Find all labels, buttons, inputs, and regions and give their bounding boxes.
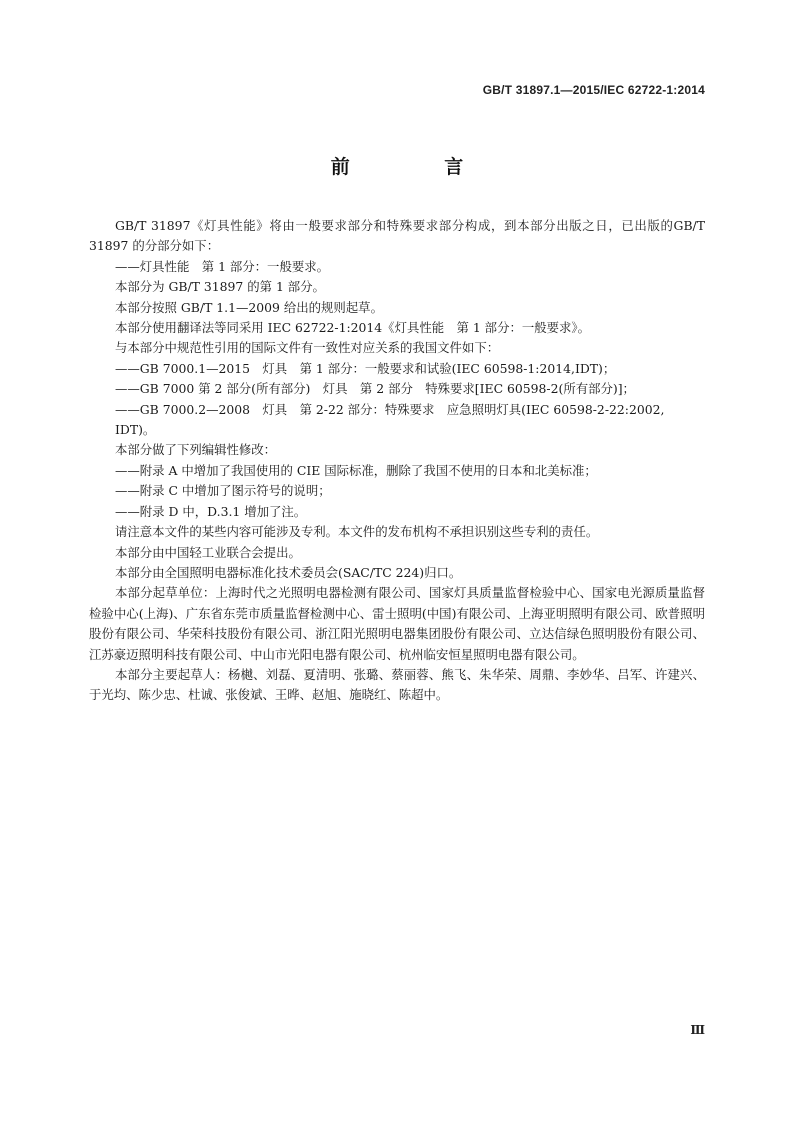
paragraph-adoption: 本部分使用翻译法等同采用 IEC 62722-1:2014《灯具性能 第 1 部分：一般要求》。	[115, 320, 590, 336]
list-item-part1: ——灯具性能 第 1 部分：一般要求。	[115, 258, 330, 274]
list-item-gb7000-2-continued: IDT)。	[115, 422, 156, 438]
paragraph-proposer: 本部分由中国轻工业联合会提出。	[115, 544, 301, 560]
list-item-annex-c: ——附录 C 中增加了图示符号的说明；	[115, 483, 331, 499]
list-item-gb7000-part2: ——GB 7000 第 2 部分(所有部分) 灯具 第 2 部分 特殊要求[IEC 60598-2(所有部分)]；	[115, 381, 635, 397]
paragraph-drafters: 本部分主要起草人：杨樾、刘磊、夏清明、张璐、蔡丽蓉、熊飞、朱华荣、周鼎、李妙华、吕军、许建兴、于光均、陈少忠、杜诚、张俊斌、王晔、赵旭、施晓红、陈超中。	[89, 666, 705, 703]
list-item-gb7000-1: ——GB 7000.1—2015 灯具 第 1 部分：一般要求和试验(IEC 60598-1:2014,IDT)；	[115, 360, 616, 376]
paragraph-drafting-rules: 本部分按照 GB/T 1.1—2009 给出的规则起草。	[115, 299, 383, 315]
document-code: GB/T 31897.1—2015/IEC 62722-1:2014	[482, 83, 705, 97]
paragraph-drafting-units: 本部分起草单位：上海时代之光照明电器检测有限公司、国家灯具质量监督检验中心、国家电光源质量监督检验中心(上海)、广东省东莞市质量监督检测中心、雷士照明(中国)有限公司、上海亚明照明有限公司、欧普照明股份有限公司、华荣科技股份有限公司、浙江阳光照明电器集团股份有限公司、立达信绿色照明股份有限公司、江苏豪迈照明科技有限公司、中山市光阳电器有限公司、杭州临安恒星照明电器有限公司。	[89, 585, 705, 662]
paragraph-correspondence: 与本部分中规范性引用的国际文件有一致性对应关系的我国文件如下：	[115, 340, 500, 356]
list-item-annex-d: ——附录 D 中，D.3.1 增加了注。	[115, 503, 307, 519]
page-number: Ⅲ	[690, 1023, 705, 1037]
paragraph-patent-notice: 请注意本文件的某些内容可能涉及专利。本文件的发布机构不承担识别这些专利的责任。	[115, 524, 599, 540]
paragraph-part-statement: 本部分为 GB/T 31897 的第 1 部分。	[115, 279, 325, 295]
paragraph-editorial-changes: 本部分做了下列编辑性修改：	[115, 442, 277, 458]
list-item-annex-a: ——附录 A 中增加了我国使用的 CIE 国际标准，删除了我国不使用的日本和北美标准；	[115, 462, 597, 478]
foreword-body	[89, 216, 705, 706]
page-title: 前 言	[330, 156, 508, 178]
list-item-gb7000-2: ——GB 7000.2—2008 灯具 第 2-22 部分：特殊要求 应急照明灯具(IEC 60598-2-22:2002,	[115, 401, 665, 417]
paragraph-series-intro: GB/T 31897《灯具性能》将由一般要求部分和特殊要求部分构成，到本部分出版之日，已出版的GB/T 31897 的分部分如下：	[89, 218, 705, 254]
paragraph-committee: 本部分由全国照明电器标准化技术委员会(SAC/TC 224)归口。	[115, 564, 462, 580]
